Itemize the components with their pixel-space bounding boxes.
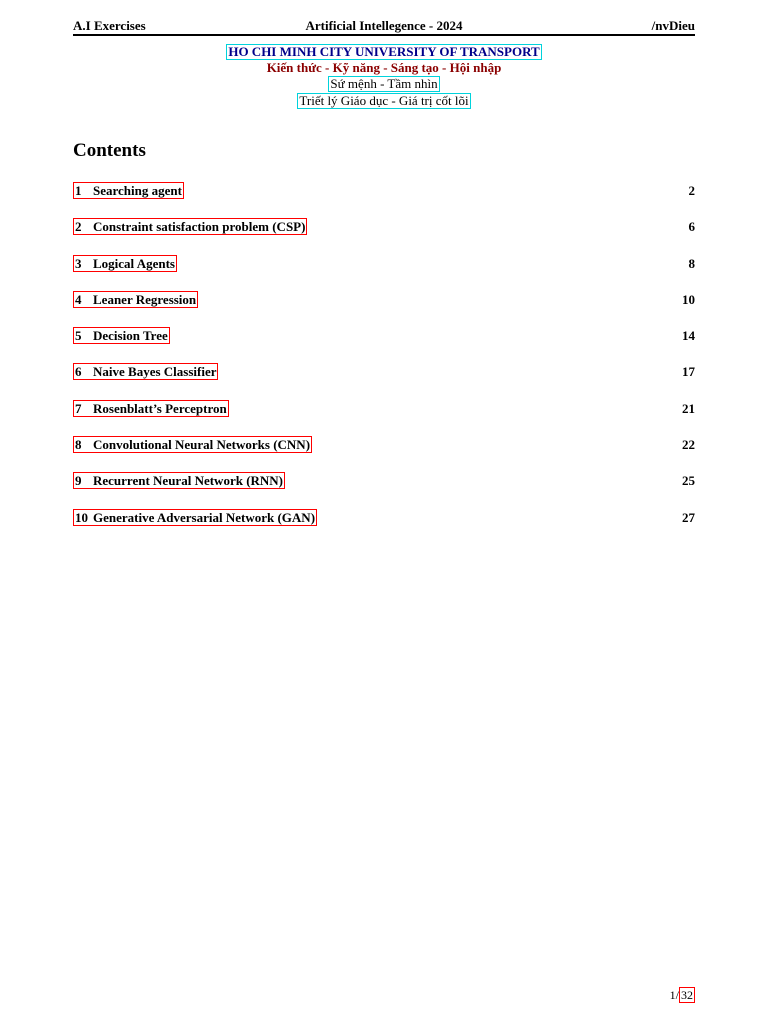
toc-label: Naive Bayes Classifier [93, 364, 217, 380]
toc-page-number: 17 [682, 364, 695, 380]
toc-row [73, 255, 695, 291]
toc-page-number: 25 [682, 473, 695, 489]
toc-number: 2 [75, 219, 82, 235]
toc-number: 9 [75, 473, 82, 489]
toc-row [73, 182, 695, 218]
toc-label: Logical Agents [93, 255, 175, 271]
page-footer [670, 988, 695, 1003]
toc-link-4[interactable] [73, 291, 198, 308]
toc-label: Searching agent [93, 183, 182, 198]
toc-page-number: 8 [688, 255, 695, 271]
header-right: /nvDieu [651, 18, 695, 33]
toc-number: 4 [75, 291, 82, 307]
toc-link-6[interactable] [73, 363, 218, 380]
toc-label: Recurrent Neural Network (RNN) [93, 473, 284, 489]
header-left: A.I Exercises [73, 18, 146, 33]
toc-label: Leaner Regression [93, 291, 197, 307]
toc-page-number: 22 [682, 437, 695, 453]
toc-row [73, 509, 695, 545]
page-header [73, 16, 695, 36]
toc-link-1[interactable] [73, 182, 184, 199]
toc-page-number: 21 [682, 400, 695, 416]
toc-row [73, 291, 695, 327]
header-center: Artificial Intellegence - 2024 [305, 18, 463, 33]
total-pages-link[interactable]: 32 [681, 988, 693, 1002]
toc-link-5[interactable] [73, 327, 170, 344]
toc-page-number: 6 [688, 219, 695, 235]
toc-label: Constraint satisfaction problem (CSP) [93, 219, 306, 235]
university-banner [0, 44, 768, 110]
motto-text: Kiến thức - Kỹ năng - Sáng tạo - Hội nhập [266, 60, 502, 75]
toc-title: Contents [73, 140, 146, 161]
mission-link[interactable]: Sứ mệnh - Tầm nhìn [330, 76, 438, 91]
toc-label: Rosenblatt’s Perceptron [93, 400, 227, 416]
toc-row [73, 363, 695, 399]
philosophy-link[interactable]: Triết lý Giáo dục - Giá trị cốt lõi [299, 93, 469, 108]
toc-page-number: 10 [682, 291, 695, 307]
toc-link-9[interactable] [73, 472, 285, 489]
university-link[interactable]: HO CHI MINH CITY UNIVERSITY OF TRANSPORT [228, 44, 540, 59]
toc-label: Convolutional Neural Networks (CNN) [93, 437, 311, 453]
toc-page-number: 14 [682, 328, 695, 344]
toc-number: 7 [75, 400, 82, 416]
toc-link-2[interactable] [73, 218, 307, 235]
toc-page-number: 2 [688, 183, 695, 198]
toc-row [73, 218, 695, 254]
toc-row [73, 436, 695, 472]
toc-number: 10 [75, 509, 88, 525]
toc-row [73, 327, 695, 363]
table-of-contents [73, 182, 695, 545]
current-page-number: 1/ [669, 988, 679, 1002]
toc-link-7[interactable] [73, 400, 229, 417]
toc-number: 3 [75, 255, 82, 271]
toc-row [73, 400, 695, 436]
toc-link-8[interactable] [73, 436, 312, 453]
toc-row [73, 472, 695, 508]
toc-label: Decision Tree [93, 328, 168, 344]
toc-link-3[interactable] [73, 255, 177, 272]
toc-number: 6 [75, 364, 82, 380]
toc-link-10[interactable] [73, 509, 317, 526]
toc-number: 1 [75, 183, 82, 198]
toc-number: 5 [75, 328, 82, 344]
toc-number: 8 [75, 437, 82, 453]
toc-label: Generative Adversarial Network (GAN) [93, 509, 316, 525]
toc-page-number: 27 [682, 509, 695, 525]
